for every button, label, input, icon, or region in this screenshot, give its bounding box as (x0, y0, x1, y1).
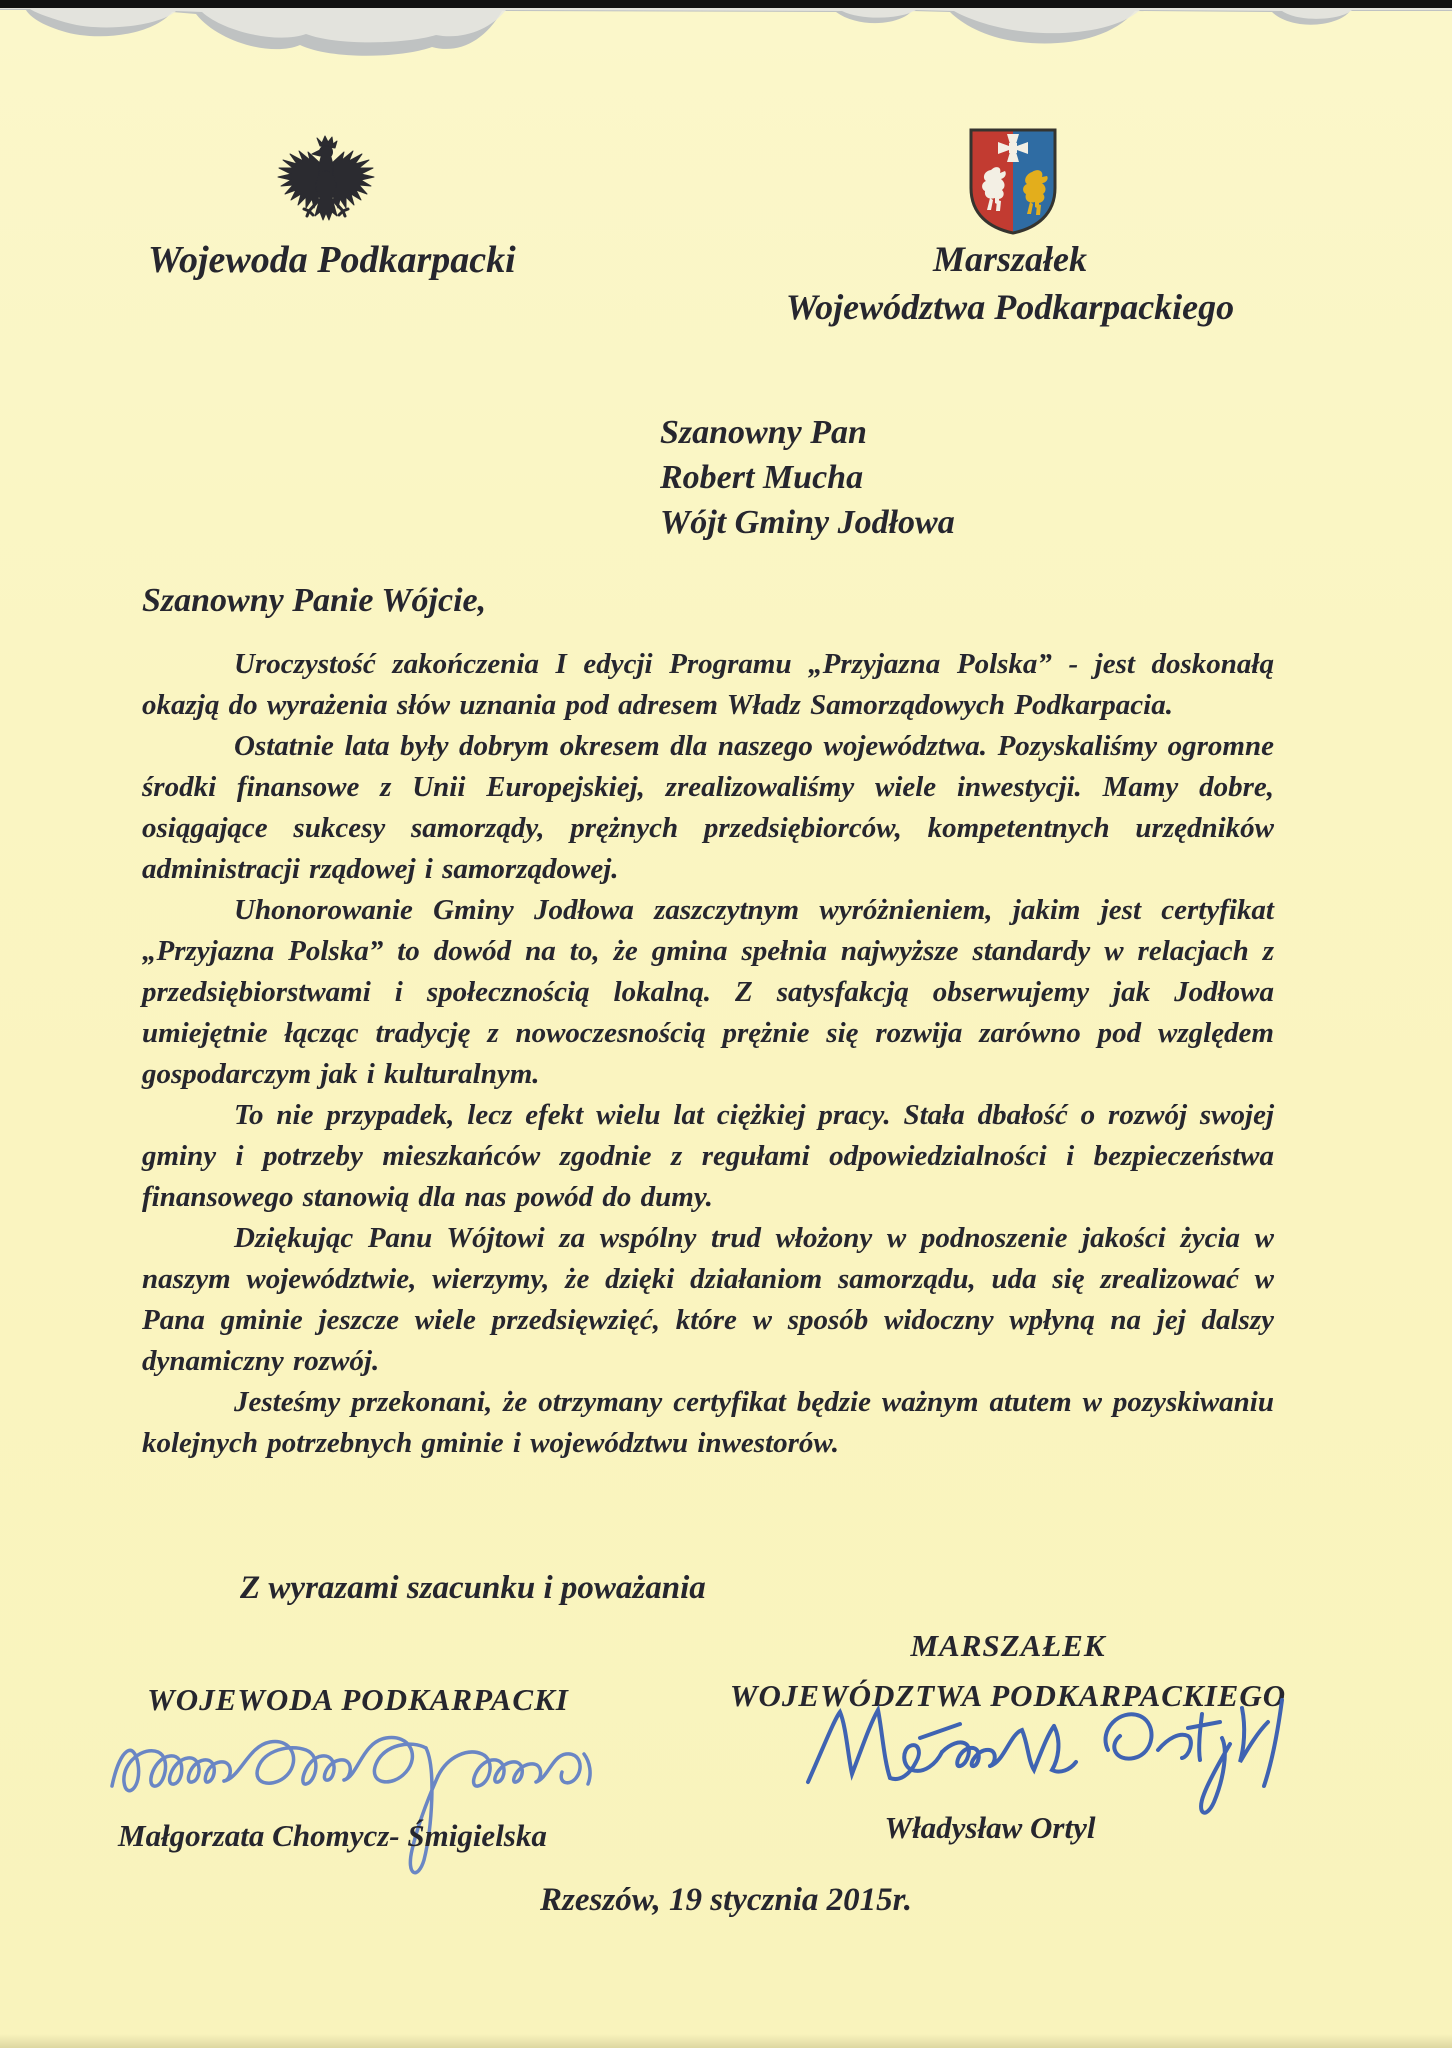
voivode-title: Wojewoda Podkarpacki (148, 239, 516, 281)
voivode-handwritten-signature (100, 1698, 620, 1908)
closing-phrase: Z wyrazami szacunku i poważania (240, 1570, 706, 1606)
podkarpackie-coat-of-arms (966, 126, 1060, 238)
paragraph: Uhonorowanie Gminy Jodłowa zaszczytnym wyróżnieniem, jakim jest certyfikat „Przyjazna Polska” to dowód na to, że gmina spełnia najwyższe standardy w relacjach z przedsiębiorstwami i społecznością lokalną. Z satysfakcją obserwujemy jak Jodłowa umiejętnie łącząc tradycję z nowoczesnością prężnie się rozwija zarówno pod względem gospodarczym jak i kulturalnym. (142, 894, 1274, 1090)
recipient-line: Wójt Gminy Jodłowa (660, 504, 955, 541)
marshal-title: Marszałek (932, 239, 1088, 279)
paragraph: Ostatnie lata były dobrym okresem dla naszego województwa. Pozyskaliśmy ogromne środki finansowe z Unii Europejskiej, zrealizowaliśmy wiele inwestycji. Mamy dobre, osiągające sukcesy samorządy, prężnych przedsiębiorców, kompetentnych urzędników administracji rządowej i samorządowej. (142, 730, 1274, 885)
recipient-block (660, 410, 955, 545)
paragraph: Uroczystość zakończenia I edycji Programu „Przyjazna Polska” - jest doskonałą okazją do wyrażenia słów uznania pod adresem Władz Samorządowych Podkarpacia. (142, 648, 1274, 721)
polish-eagle-emblem (274, 134, 378, 246)
voivode-signature-block (118, 1682, 598, 1718)
recipient-line: Robert Mucha (660, 459, 864, 496)
marshal-signature-name: Władysław Ortyl (884, 1810, 1096, 1845)
letter-body (142, 644, 1274, 1464)
marshal-signature-title: MARSZAŁEK (910, 1628, 1106, 1663)
paragraph: Dziękując Panu Wójtowi za wspólny trud włożony w podnoszenie jakości życia w naszym województwie, wierzymy, że dzięki działaniom samorządu, uda się zrealizować w Pana gminie jeszcze wiele przedsięwzięć, które w sposób widoczny wpłyną na jej dalszy dynamiczny rozwój. (142, 1222, 1274, 1377)
voivode-signature-title: WOJEWODA PODKARPACKI (147, 1682, 569, 1717)
torn-paper-edge (0, 0, 1452, 56)
marshal-header-block (720, 238, 1300, 328)
marshal-signature-title-line2: WOJEWÓDZTWA PODKARPACKIEGO (729, 1678, 1287, 1713)
voivode-signature-name: Małgorzata Chomycz- Śmigielska (118, 1818, 547, 1853)
dateline: Rzeszów, 19 stycznia 2015r. (540, 1882, 912, 1918)
recipient-line: Szanowny Pan (660, 414, 867, 451)
salutation: Szanowny Panie Wójcie, (142, 582, 487, 619)
paragraph: Jesteśmy przekonani, że otrzymany certyfikat będzie ważnym atutem w pozyskiwaniu kolejnych potrzebnych gminie i województwu inwestorów. (142, 1386, 1274, 1459)
marshal-title-line2: Województwa Podkarpackiego (785, 287, 1235, 327)
marshal-signature-block (718, 1628, 1298, 1714)
paragraph: To nie przypadek, lecz efekt wielu lat ciężkiej pracy. Stała dbałość o rozwój swojej gminy i potrzeby mieszkańców zgodnie z regułami odpowiedzialności i bezpieczeństwa finansowego stanowią dla nas powód do dumy. (142, 1099, 1274, 1213)
